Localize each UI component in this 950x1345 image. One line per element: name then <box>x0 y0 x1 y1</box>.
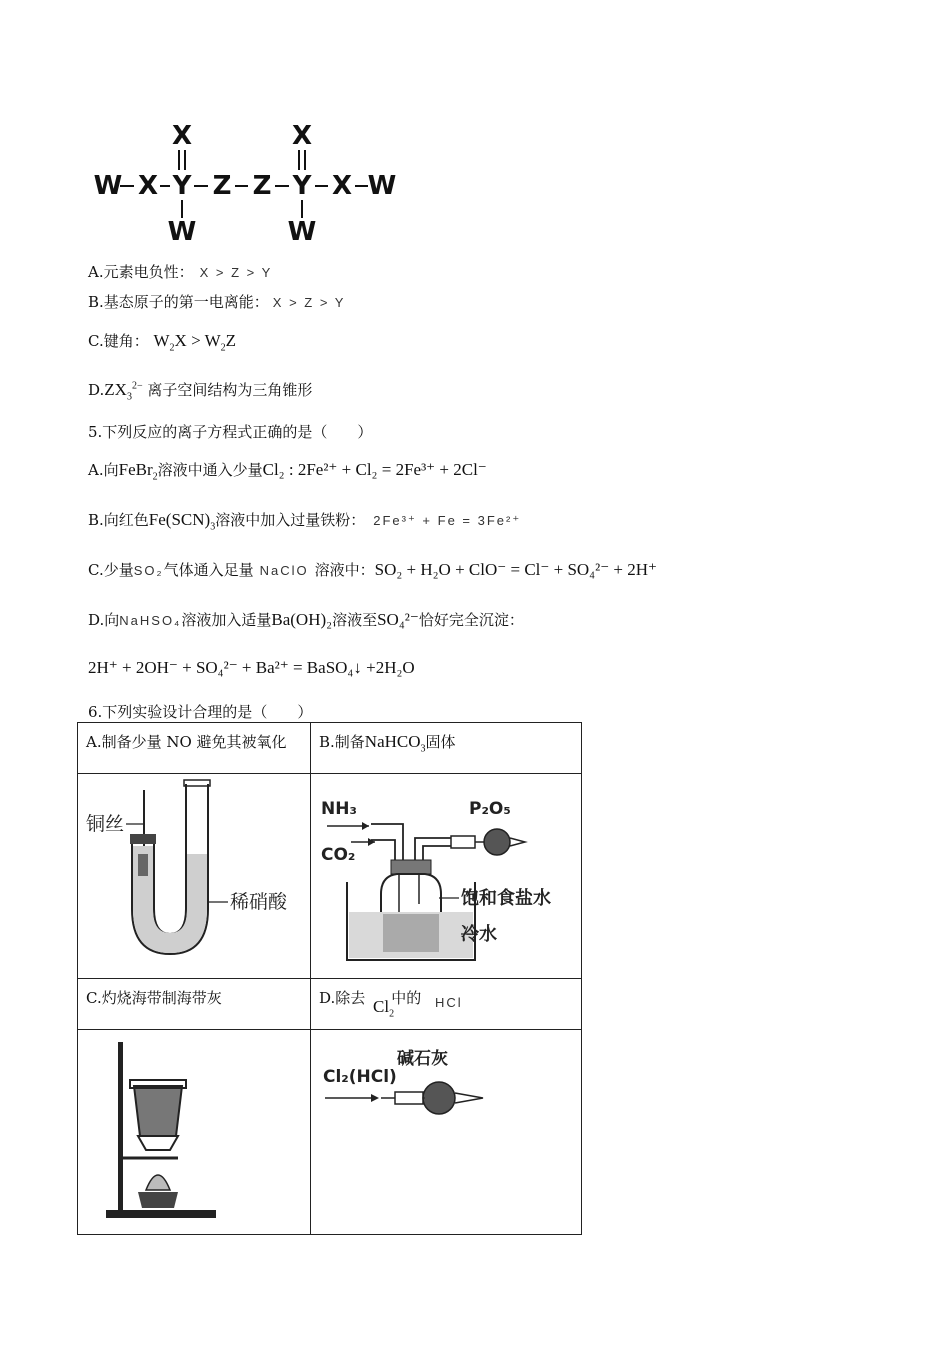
drying-tube-apparatus <box>311 1030 581 1230</box>
drying-tube-icon <box>484 829 510 855</box>
atom-chain-2: X <box>137 171 159 201</box>
atom-chain-7: X <box>331 171 353 201</box>
q5-option-d-equation: 2H⁺ + 2OH⁻ + SO₄²⁻ + Ba²⁺ = BaSO₄↓ +2H₂O <box>88 658 415 677</box>
label-co2: CO₂ <box>321 845 356 865</box>
soda-lime-tube-icon <box>423 1082 455 1114</box>
gas-bottle-apparatus <box>311 774 581 974</box>
label-nh3: NH₃ <box>321 799 357 819</box>
atom-top-1: X <box>171 121 193 151</box>
q6-cell-d-label: D.除去 中的 $Cl_2$ HCl <box>311 979 582 1030</box>
label-dilute-nitric-acid: 稀硝酸 <box>230 891 288 913</box>
q6-cell-b-label: B.制备NaHCO$_3$固体 <box>311 723 582 774</box>
crucible-apparatus <box>78 1030 310 1230</box>
q6-cell-d-figure <box>311 1030 582 1235</box>
q6-cell-c-label: C.灼烧海带制海带灰 <box>78 979 311 1030</box>
q4-option-b: B.基态原子的第一电离能： X > Z > Y <box>88 293 346 311</box>
label-saturated-brine: 饱和食盐水 <box>461 888 551 909</box>
q6-cell-a-figure <box>78 774 311 979</box>
q5-option-a: A.向FeBr$_2$溶液中通入少量Cl₂ : 2Fe²⁺ + Cl₂ = 2Fe³⁺ + 2Cl⁻ <box>88 460 487 483</box>
q6-cell-a-label: A.制备少量 NO 避免其被氧化 <box>78 723 311 774</box>
copper-coil-icon <box>138 854 148 876</box>
q6-stem: 6.下列实验设计合理的是（ ） <box>88 703 313 721</box>
atom-top-2: X <box>291 121 313 151</box>
q6-cell-b-figure <box>311 774 582 979</box>
structural-formula <box>90 118 410 248</box>
q5-stem: 5.下列反应的离子方程式正确的是（ ） <box>88 423 373 441</box>
atom-chain-3: Y <box>172 171 192 201</box>
u-tube-apparatus <box>78 774 310 974</box>
q4-option-c: C.键角： $W_2X > W_2Z$ <box>88 331 237 354</box>
atom-chain-5: Z <box>252 171 272 201</box>
q5-option-d: D.向NaHSO₄溶液加入适量Ba(OH)₂溶液至SO₄²⁻恰好完全沉淀： <box>88 610 524 629</box>
atom-chain-4: Z <box>212 171 232 201</box>
label-soda-lime: 碱石灰 <box>397 1049 448 1069</box>
atom-chain-6: Y <box>292 171 312 201</box>
atom-chain-1: W <box>93 171 123 201</box>
q4-option-a: A.元素电负性： X > Z > Y <box>88 263 273 281</box>
label-copper-wire: 铜丝 <box>86 813 125 835</box>
atom-bottom-2: W <box>287 217 317 247</box>
atom-bottom-1: W <box>167 217 197 247</box>
label-p2o5: P₂O₅ <box>469 799 511 819</box>
q4-option-d: $D.ZX_3^{2-}$ 离子空间结构为三角锥形 <box>88 380 313 403</box>
crucible-icon <box>134 1086 182 1136</box>
label-cold-water: 冷水 <box>461 924 497 945</box>
label-cl2-hcl: Cl₂(HCl) <box>323 1067 397 1087</box>
atom-chain-8: W <box>367 171 397 201</box>
q5-option-c: C.少量SO₂气体通入足量 NaClO 溶液中：SO₂ + H₂O + ClO⁻ = Cl⁻ + SO₄²⁻ + 2H⁺ <box>88 560 658 579</box>
q5-option-b: B.向红色$Fe(SCN)_3$溶液中加入过量铁粉： 2Fe³⁺ + Fe = 3Fe²⁺ <box>88 510 522 533</box>
q6-cell-c-figure <box>78 1030 311 1235</box>
flame-icon <box>146 1175 170 1190</box>
q6-options-table <box>77 722 582 1235</box>
